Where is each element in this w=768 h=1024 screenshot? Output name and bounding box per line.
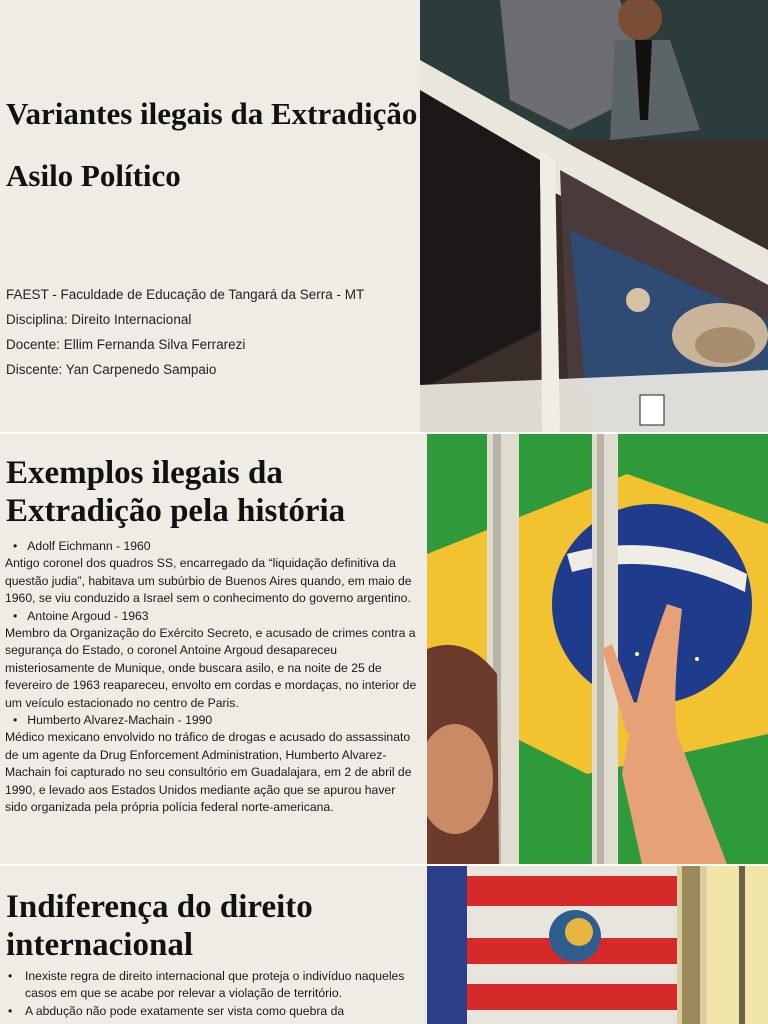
student-line: Discente: Yan Carpenedo Sampaio [6, 362, 217, 377]
indifference-bullet-1: • Inexiste regra de direito internacional que proteja o indivíduo naqueles casos em que se acabe por relevar a violação de território. [5, 968, 423, 1003]
slide-title-subheading: Asilo Político [6, 158, 181, 193]
examples-list [5, 538, 420, 817]
indifference-bullet-2: • A abdução não pode exatamente ser vista como quebra da [5, 1003, 423, 1020]
teacher-line: Docente: Ellim Fernanda Silva Ferrarezi [6, 337, 246, 352]
brazil-flag-illustration [427, 434, 768, 864]
discipline-line: Disciplina: Direito Internacional [6, 312, 192, 327]
case-title-argoud: • Antoine Argoud - 1963 [5, 608, 420, 625]
slide-examples [0, 434, 768, 864]
institution-line: FAEST - Faculdade de Educação de Tangará da Serra - MT [6, 287, 365, 302]
slide-indifference [0, 866, 768, 1024]
indifference-heading: Indiferença do direito internacional [6, 889, 313, 963]
case-text-eichmann: Antigo coronel dos quadros SS, encarregado da “liquidação definitiva da questão judia”, habitava um subúrbio de Buenos Aires quando, em maio de 1960, se viu conduzido a Israel sem o conhecimento do governo argentino. [5, 556, 412, 606]
abduction-car-illustration [420, 0, 768, 432]
course-info [6, 282, 364, 382]
case-title-alvarez: • Humberto Alvarez-Machain - 1990 [5, 712, 420, 729]
case-text-argoud: Membro da Organização do Exército Secreto, e acusado de crimes contra a segurança do Estado, o coronel Antoine Argoud desapareceu misteriosamente de Munique, onde buscara asilo, e na noite de 25 de fevereiro de 1963 reapareceu, envolto em cordas e mordaças, no interior de um veículo estacionado no centro de Paris. [5, 626, 417, 710]
slide-title [0, 0, 768, 432]
case-title-eichmann: • Adolf Eichmann - 1960 [5, 538, 420, 555]
examples-heading: Exemplos ilegais da Extradição pela história [6, 455, 346, 529]
indifference-list [5, 968, 423, 1020]
slide-title-heading: Variantes ilegais da Extradição [6, 96, 418, 131]
flag-window-illustration [427, 866, 768, 1024]
case-text-alvarez: Médico mexicano envolvido no tráfico de drogas e acusado do assassinato de um agente da Drug Enforcement Administration, Humberto Alvarez-Machain foi capturado no seu consultório em Guadalajara, em 2 de abril de 1990, e levado aos Estados Unidos mediante ação que se apurou haver sido organizada pela própria polícia federal norte-americana. [5, 730, 412, 815]
